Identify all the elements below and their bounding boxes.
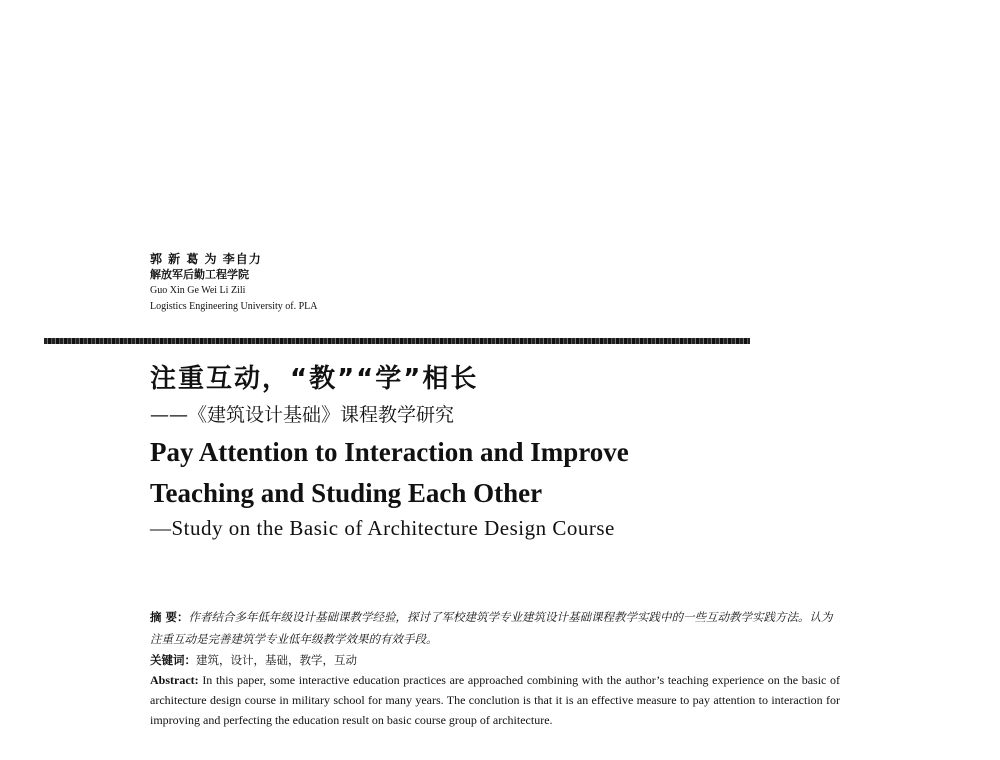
- keywords-label: 关键词：: [150, 653, 196, 667]
- keywords-text: 建筑，设计，基础，教学，互动: [196, 653, 357, 667]
- title-en: [150, 432, 790, 514]
- title-en-line2: Teaching and Studing Each Other: [150, 478, 543, 508]
- abstract-en-label: Abstract:: [150, 673, 199, 687]
- institution-en: Logistics Engineering University of. PLA: [150, 301, 318, 312]
- institution-cn: 解放军后勤工程学院: [150, 268, 249, 281]
- abstract-cn: [150, 606, 840, 650]
- author-names-en: Guo Xin Ge Wei Li Zili: [150, 285, 246, 296]
- title-cn: 注重互动，“教”“学”相长: [150, 364, 479, 394]
- abstract-cn-label: 摘 要：: [150, 610, 189, 624]
- abstract-en: [150, 670, 840, 730]
- abstract-cn-text: 作者结合多年低年级设计基础课教学经验，探讨了军校建筑学专业建筑设计基础课程教学实践中的一些互动教学实践方法。认为注重互动是完善建筑学专业低年级教学效果的有效手段。: [150, 610, 833, 646]
- keywords-cn: [150, 650, 840, 670]
- abstract-en-text: In this paper, some interactive education practices are approached combining with the author’s teaching experience on the basic of architecture design course in military school for many years. The conclution is that it is an effective measure to pay attention to interaction for improving and perfecting the education result on basic course group of architecture.: [150, 673, 840, 727]
- abstract-section: [150, 606, 840, 730]
- subtitle-en: —Study on the Basic of Architecture Design Course: [150, 516, 615, 540]
- author-names-cn: 郭 新 葛 为 李自力: [150, 252, 262, 266]
- author-block: [150, 252, 317, 316]
- title-en-line1: Pay Attention to Interaction and Improve: [150, 437, 629, 467]
- header-rule: [44, 338, 750, 344]
- subtitle-cn: ——《建筑设计基础》课程教学研究: [150, 404, 455, 426]
